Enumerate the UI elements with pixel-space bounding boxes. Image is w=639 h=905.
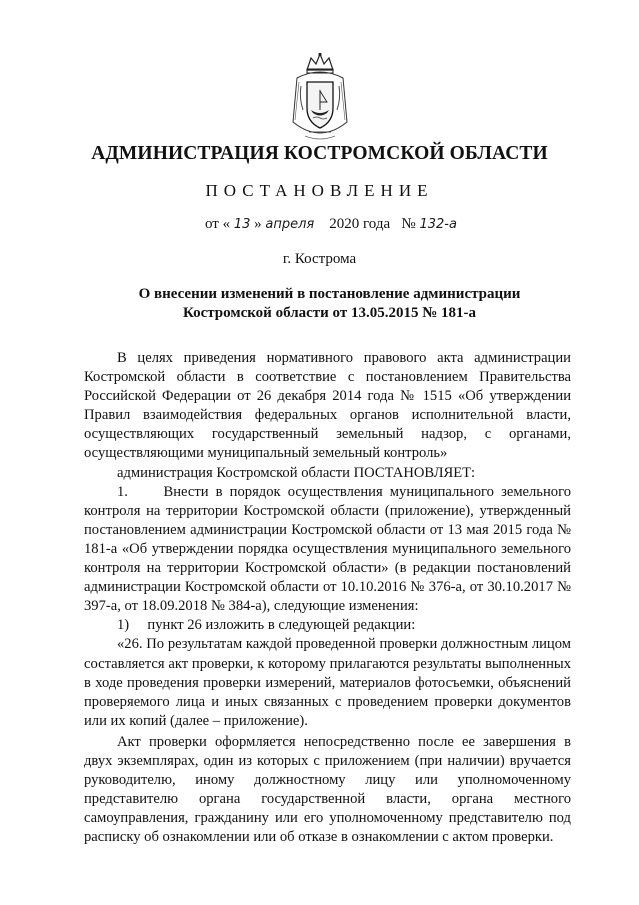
subitem-1-paragraph: 1) пункт 26 изложить в следующей редакции: <box>117 617 416 634</box>
date-number-line <box>205 216 457 233</box>
date-day: 13 <box>233 217 251 232</box>
coat-of-arms-emblem <box>287 52 353 144</box>
date-year: 2020 года <box>329 216 391 232</box>
act-paragraph: Акт проверки оформляется непосредственно после ее завершения в двух экземплярах, один из которых с приложением (при наличии) вручается руководителю, иному должностному лицу или уполномоченному представителю органа государственной власти, органа местного самоуправления, гражданину или его уполномоченному представителю под расписку об ознакомлении или об отказе в ознакомлении с актом проверки. <box>84 733 571 846</box>
document-type: ПОСТАНОВЛЕНИЕ <box>205 181 434 200</box>
document-body <box>84 349 571 847</box>
clause-26-paragraph: «26. По результатам каждой проведенной проверки должностным лицом составляется акт проверки, к которому прилагаются результаты выполненных в ходе проведения проверки измерений, материалов фотосъемки, объяснений проверяемого лица и иных связанных с проведением проверки документов или их копий (далее – приложение). <box>84 636 571 729</box>
number-prefix: № <box>401 216 416 232</box>
preamble-paragraph: В целях приведения нормативного правового акта администрации Костромской области в соответствие с постановлением Правительства Российской Федерации от 26 декабря 2014 года № 1515 «Об утверждении Правил взаимодействия федеральных органов исполнительной власти, осуществляющих государственный земельный надзор, с органами, осуществляющими муниципальный земельный контроль» <box>84 350 571 462</box>
document-subject: О внесении изменений в постановление администрации Костромской области от 13.05.2015 № 181-а <box>138 286 521 321</box>
date-mid: » <box>254 216 262 232</box>
item-1-paragraph: 1. Внести в порядок осуществления муниципального земельного контроля на территории Костромской области (приложение), утвержденный постановлением администрации Костромской области от 13 мая 2015 года № 181-а «Об утверждении порядка осуществления муниципального земельного контроля на территории Костромской области» (в редакции постановлений администрации Костромской области от 10.10.2016 № 376-а, от 30.10.2017 № 397-а, от 18.09.2018 № 384-а), следующие изменения: <box>84 483 571 615</box>
resolution-paragraph: администрация Костромской области ПОСТАНОВЛЯЕТ: <box>117 464 476 481</box>
document-number: 132-а <box>419 217 457 232</box>
date-prefix: от « <box>205 216 231 232</box>
agency-title: АДМИНИСТРАЦИЯ КОСТРОМСКОЙ ОБЛАСТИ <box>91 143 548 164</box>
date-month: апреля <box>265 217 315 232</box>
city: г. Кострома <box>282 251 357 267</box>
